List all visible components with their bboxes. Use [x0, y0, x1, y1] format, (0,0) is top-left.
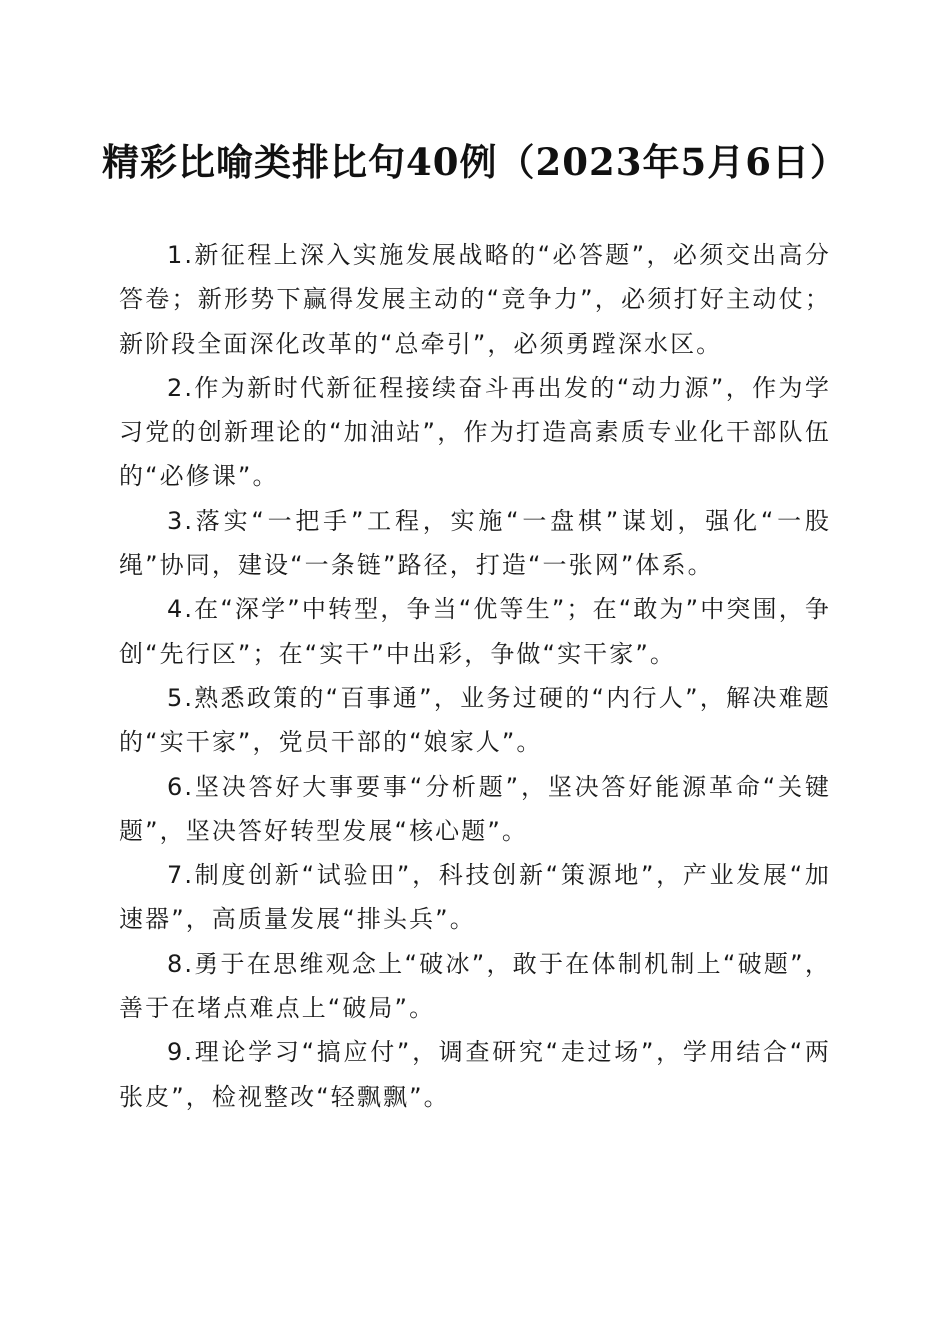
paragraph-8: 8.勇于在思维观念上“破冰”，敢于在体制机制上“破题”，善于在堵点难点上“破局”。 [119, 949, 831, 1023]
document-title: 精彩比喻类排比句40例（2023年5月6日） [102, 140, 848, 184]
paragraph-7: 7.制度创新“试验田”，科技创新“策源地”，产业发展“加速器”，高质量发展“排头兵”。 [119, 861, 831, 934]
paragraph-3: 3.落实“一把手”工程，实施“一盘棋”谋划，强化“一股绳”协同，建设“一条链”路径，打造“一张网”体系。 [119, 506, 831, 580]
paragraph-1: 1.新征程上深入实施发展战略的“必答题”，必须交出高分答卷；新形势下赢得发展主动的“竞争力”，必须打好主动仗；新阶段全面深化改革的“总牵引”，必须勇蹚深水区。 [119, 241, 831, 358]
paragraph-2: 2.作为新时代新征程接续奋斗再出发的“动力源”，作为学习党的创新理论的“加油站”，作为打造高素质专业化干部队伍的“必修课”。 [119, 373, 831, 491]
document-body [119, 233, 831, 1119]
paragraph-4: 4.在“深学”中转型，争当“优等生”；在“敢为”中突围，争创“先行区”；在“实干”中出彩，争做“实干家”。 [119, 595, 831, 668]
paragraph-6: 6.坚决答好大事要事“分析题”，坚决答好能源革命“关键题”，坚决答好转型发展“核心题”。 [119, 772, 831, 845]
paragraph-9: 9.理论学习“搞应付”，调查研究“走过场”，学用结合“两张皮”，检视整改“轻飘飘”。 [119, 1038, 831, 1111]
paragraph-5: 5.熟悉政策的“百事通”，业务过硬的“内行人”，解决难题的“实干家”，党员干部的“娘家人”。 [119, 683, 831, 757]
